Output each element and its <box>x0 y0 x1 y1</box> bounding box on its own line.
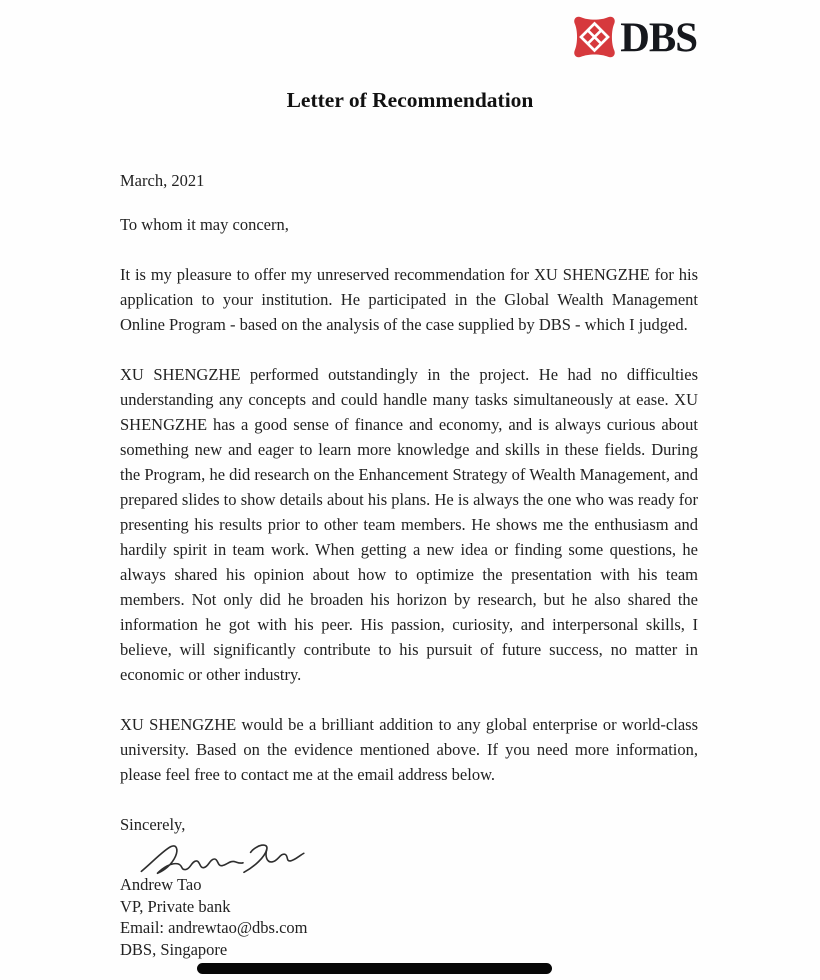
signature-ink-icon <box>134 840 314 878</box>
signer-email: Email: andrewtao@dbs.com <box>120 918 308 937</box>
redaction-bar <box>197 963 552 974</box>
dbs-logo <box>572 14 697 60</box>
handwritten-signature <box>134 840 698 874</box>
signer-name: Andrew Tao <box>120 875 202 894</box>
letter-title: Letter of Recommendation <box>286 88 534 112</box>
paragraph-conclusion: XU SHENGZHE would be a brilliant addition to any global enterprise or world-class university. Based on the evidence mentioned above. If you need more information, please feel free to contact me at the email address below. <box>120 715 698 784</box>
signature-block <box>120 874 698 960</box>
dbs-flower-mark-icon <box>572 14 617 60</box>
dbs-logo-text: DBS <box>620 12 697 61</box>
salutation: To whom it may concern, <box>120 215 289 234</box>
paragraph-performance: XU SHENGZHE performed outstandingly in the project. He had no difficulties understanding any concepts and could handle many tasks simultaneously at ease. XU SHENGZHE has a good sense of finance and economy, and is always curious about something new and eager to learn more knowledge and skills in these fields. During the Program, he did research on the Enhancement Strategy of Wealth Management, and prepared slides to show details about his plans. He is always the one who was ready for presenting his results prior to other team members. He shows me the enthusiasm and hardily spirit in team work. When getting a new idea or finding some questions, he always shared his opinion about how to optimize the presentation with his team members. Not only did he broaden his horizon by research, but he also shared the information he got with his peer. His passion, curiosity, and interpersonal skills, I believe, will significantly contribute to his pursuit of future success, no matter in economic or other industry. <box>120 365 698 684</box>
closing: Sincerely, <box>120 815 186 834</box>
signer-title: VP, Private bank <box>120 896 231 916</box>
letter-date: March, 2021 <box>120 171 205 190</box>
paragraph-intro: It is my pleasure to offer my unreserved recommendation for XU SHENGZHE for his application to your institution. He participated in the Global Wealth Management Online Program - based on the analysis of the case supplied by DBS - which I judged. <box>120 265 698 334</box>
signer-org: DBS, Singapore <box>120 939 228 959</box>
letter-body <box>120 168 698 974</box>
